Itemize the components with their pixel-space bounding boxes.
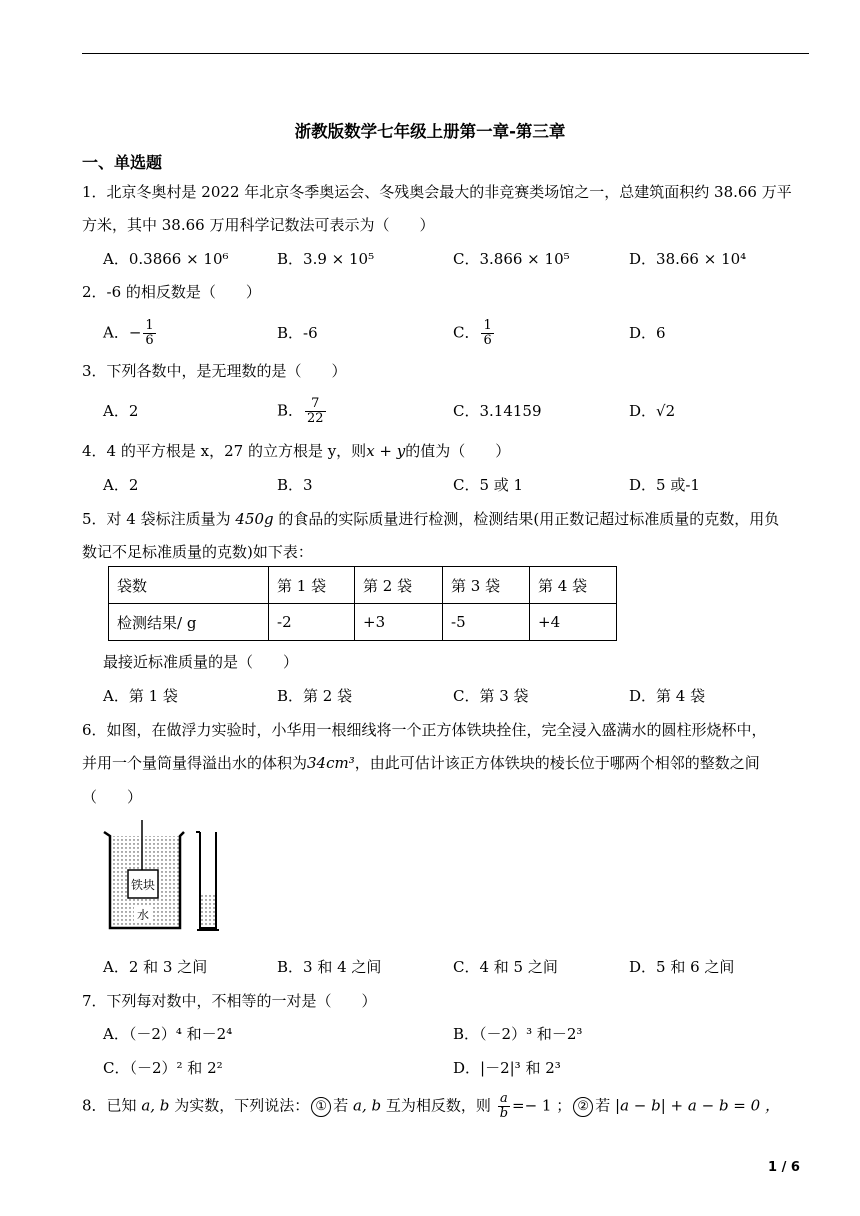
fraction: $\frac{a}{b}$ bbox=[499, 1091, 509, 1121]
circled-two: ② bbox=[573, 1097, 593, 1117]
q1-options bbox=[103, 248, 803, 274]
q7-stem: 7．下列每对数中，不相等的一对是（ ） bbox=[82, 992, 377, 1010]
q7-option-a[interactable]: A．（－2）⁴ 和－2⁴ bbox=[103, 1025, 233, 1043]
q5-stem-line2: 数记不足标准质量的克数)如下表： bbox=[82, 543, 313, 561]
q5-results-table bbox=[108, 566, 617, 641]
table-row bbox=[109, 604, 617, 641]
fraction: $\frac{7}{22}$ bbox=[307, 396, 324, 426]
table-row bbox=[109, 567, 617, 604]
circled-one: ① bbox=[311, 1097, 331, 1117]
q3-stem: 3．下列各数中，是无理数的是（ ） bbox=[82, 362, 347, 380]
q5-stem-line1: 5．对 4 袋标注质量为 450g 的食品的实际质量进行检测，检测结果(用正数记超过标准质量的克数，用负 bbox=[82, 510, 780, 528]
water-label: 水 bbox=[136, 908, 150, 922]
q1-option-b[interactable]: B．3.9 × 10⁵ bbox=[277, 250, 375, 268]
section-heading: 一、单选题 bbox=[82, 153, 163, 172]
q5-question: 最接近标准质量的是（ ） bbox=[103, 653, 299, 671]
table-cell: 第 1 袋 bbox=[269, 567, 355, 604]
q6-options bbox=[103, 956, 803, 982]
cylinder-water bbox=[200, 894, 216, 928]
q2-options bbox=[103, 314, 803, 348]
page-number: 1 / 6 bbox=[768, 1160, 800, 1175]
beaker-figure bbox=[100, 818, 230, 938]
q7-option-d[interactable]: D．|－2|³ 和 2³ bbox=[453, 1059, 561, 1077]
q4-option-c[interactable]: C．5 或 1 bbox=[453, 476, 524, 494]
q5-options bbox=[103, 685, 803, 711]
q8-stem: 8．已知 a, b 为实数，下列说法： ① 若 a, b 互为相反数，则 $\frac{a}{b}$ =− 1 ； ② 若 |a − b| + a − b = 0 ， bbox=[82, 1091, 780, 1121]
q1-stem-line2: 方米，其中 38.66 万用科学记数法可表示为（ ） bbox=[82, 216, 435, 234]
q3-option-a[interactable]: A．2 bbox=[103, 402, 139, 420]
q7-options-row2 bbox=[103, 1057, 803, 1083]
q4-option-a[interactable]: A．2 bbox=[103, 476, 139, 494]
q3-option-d[interactable]: D．√2 bbox=[629, 402, 676, 420]
q3-option-b[interactable]: B． $\frac{7}{22}$ bbox=[277, 396, 324, 426]
q6-option-d[interactable]: D．5 和 6 之间 bbox=[629, 958, 735, 976]
fraction: $\frac{1}{6}$ bbox=[483, 318, 492, 348]
q3-option-c[interactable]: C．3.14159 bbox=[453, 402, 542, 420]
q1-option-a[interactable]: A．0.3866 × 10⁶ bbox=[103, 250, 229, 268]
q6-stem-line3: （ ） bbox=[82, 788, 143, 806]
table-cell: 袋数 bbox=[109, 567, 269, 604]
q4-stem: 4．4 的平方根是 x，27 的立方根是 y，则x + y的值为（ ） bbox=[82, 442, 511, 460]
q6-option-c[interactable]: C．4 和 5 之间 bbox=[453, 958, 558, 976]
iron-block-label: 铁块 bbox=[130, 878, 156, 892]
q1-option-d[interactable]: D．38.66 × 10⁴ bbox=[629, 250, 747, 268]
table-cell: -5 bbox=[443, 604, 530, 641]
q1-stem-line1: 1．北京冬奥村是 2022 年北京冬季奥运会、冬残奥会最大的非竞赛类场馆之一，总建筑面积约 38.66 万平 bbox=[82, 183, 792, 201]
q6-stem-line2: 并用一个量筒量得溢出水的体积为34cm³，由此可估计该正方体铁块的棱长位于哪两个相邻的整数之间 bbox=[82, 754, 760, 772]
q5-option-b[interactable]: B．第 2 袋 bbox=[277, 687, 353, 705]
q2-option-c[interactable]: C． $\frac{1}{6}$ bbox=[453, 318, 492, 348]
q6-stem-line1: 6．如图，在做浮力实验时，小华用一根细线将一个正方体铁块拴住，完全浸入盛满水的圆柱形烧杯中， bbox=[82, 721, 767, 739]
q4-options bbox=[103, 474, 803, 500]
q4-option-b[interactable]: B．3 bbox=[277, 476, 313, 494]
q3-options bbox=[103, 392, 803, 426]
q4-option-d[interactable]: D．5 或-1 bbox=[629, 476, 700, 494]
q6-option-b[interactable]: B．3 和 4 之间 bbox=[277, 958, 382, 976]
table-cell: +4 bbox=[530, 604, 617, 641]
q2-option-a[interactable]: A．− $\frac{1}{6}$ bbox=[103, 318, 154, 348]
table-cell: 第 3 袋 bbox=[443, 567, 530, 604]
q6-option-a[interactable]: A．2 和 3 之间 bbox=[103, 958, 208, 976]
table-cell: -2 bbox=[269, 604, 355, 641]
q5-option-a[interactable]: A．第 1 袋 bbox=[103, 687, 178, 705]
q2-option-b[interactable]: B．-6 bbox=[277, 324, 318, 342]
q7-option-c[interactable]: C．（－2）² 和 2² bbox=[103, 1059, 223, 1077]
q1-option-c[interactable]: C．3.866 × 10⁵ bbox=[453, 250, 570, 268]
q2-option-d[interactable]: D．6 bbox=[629, 324, 666, 342]
fraction: $\frac{1}{6}$ bbox=[145, 318, 154, 348]
q7-options-row1 bbox=[103, 1023, 803, 1049]
q5-option-d[interactable]: D．第 4 袋 bbox=[629, 687, 706, 705]
q5-option-c[interactable]: C．第 3 袋 bbox=[453, 687, 529, 705]
q7-option-b[interactable]: B．（－2）³ 和－2³ bbox=[453, 1025, 583, 1043]
table-cell: 检测结果/ g bbox=[109, 604, 269, 641]
page-title: 浙教版数学七年级上册第一章-第三章 bbox=[294, 122, 566, 141]
table-cell: 第 4 袋 bbox=[530, 567, 617, 604]
table-cell: 第 2 袋 bbox=[355, 567, 443, 604]
q2-stem: 2．-6 的相反数是（ ） bbox=[82, 283, 261, 301]
header-rule bbox=[82, 53, 809, 54]
table-cell: +3 bbox=[355, 604, 443, 641]
